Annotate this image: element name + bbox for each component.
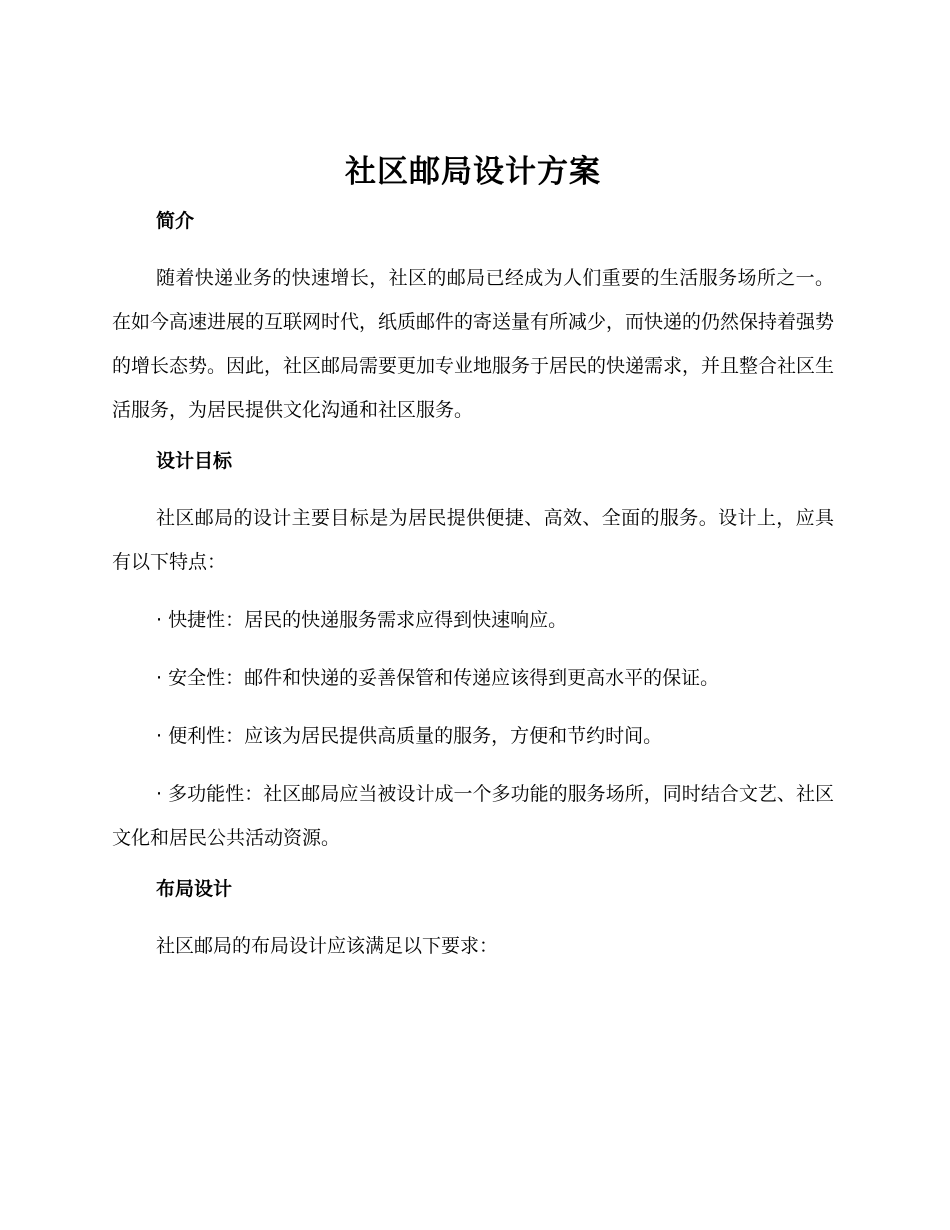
section-heading-design-goals: 设计目标 bbox=[156, 450, 233, 472]
bullet-item-speed: · 快捷性：居民的快递服务需求应得到快速响应。 bbox=[156, 609, 568, 631]
bullet-item-multifunction: · 多功能性：社区邮局应当被设计成一个多功能的服务场所，同时结合文艺、社区文化和居民公共活动资源。 bbox=[112, 783, 834, 849]
layout-design-paragraph: 社区邮局的布局设计应该满足以下要求： bbox=[156, 935, 499, 957]
section-heading-intro: 简介 bbox=[156, 210, 195, 232]
section-layout-design bbox=[112, 874, 834, 968]
bullet-item-convenience: · 便利性：应该为居民提供高质量的服务，方便和节约时间。 bbox=[156, 725, 663, 747]
section-design-goals bbox=[112, 446, 834, 860]
section-intro bbox=[112, 206, 834, 432]
section-heading-layout-design: 布局设计 bbox=[156, 878, 233, 900]
bullet-item-safety: · 安全性：邮件和快递的妥善保管和传递应该得到更高水平的保证。 bbox=[156, 667, 720, 689]
intro-paragraph: 随着快递业务的快速增长，社区的邮局已经成为人们重要的生活服务场所之一。在如今高速进展的互联网时代，纸质邮件的寄送量有所减少，而快递的仍然保持着强势的增长态势。因此，社区邮局需要更加专业地服务于居民的快递需求，并且整合社区生活服务，为居民提供文化沟通和社区服务。 bbox=[112, 267, 835, 421]
document-title: 社区邮局设计方案 bbox=[345, 154, 601, 190]
design-goals-paragraph: 社区邮局的设计主要目标是为居民提供便捷、高效、全面的服务。设计上，应具有以下特点： bbox=[112, 507, 834, 573]
document-body bbox=[112, 148, 834, 982]
